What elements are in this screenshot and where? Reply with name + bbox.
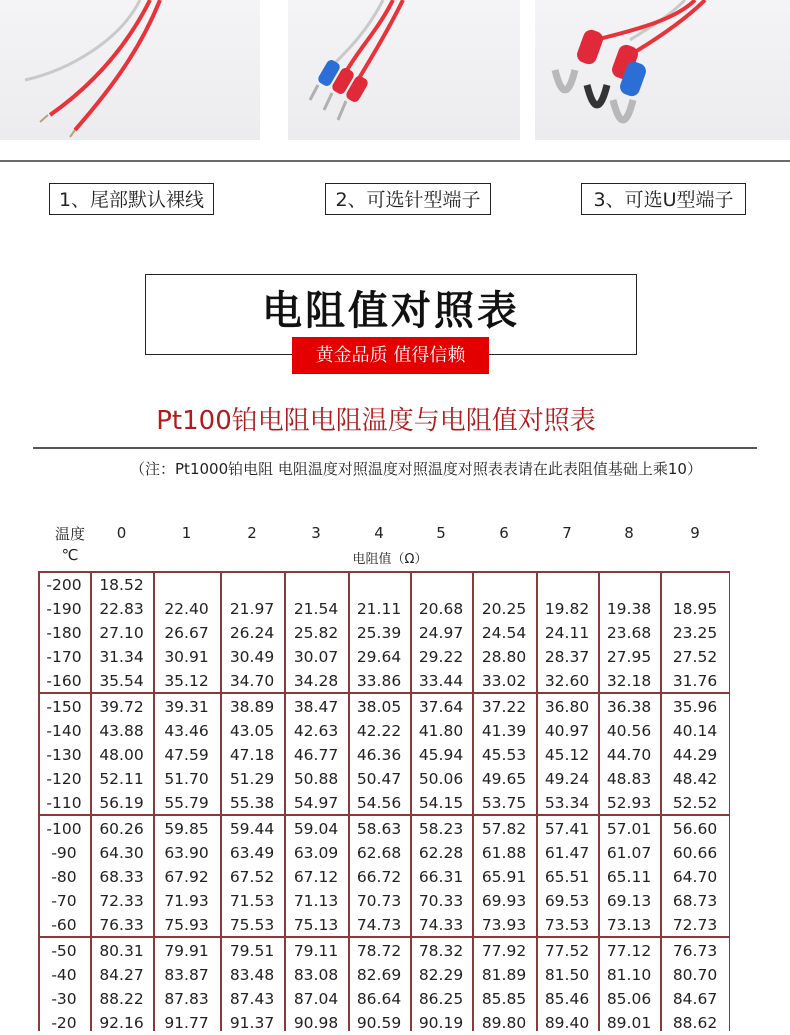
resistance-cell: 87.43 bbox=[229, 990, 275, 1009]
resistance-cell: 35.54 bbox=[99, 672, 144, 691]
digit-header: 8 bbox=[624, 524, 634, 542]
resistance-cell: 70.33 bbox=[418, 892, 464, 911]
resistance-cell: 44.70 bbox=[606, 746, 652, 765]
temperature-cell: -130 bbox=[46, 746, 82, 765]
resistance-cell: 46.36 bbox=[356, 746, 402, 765]
section-divider bbox=[0, 160, 790, 162]
resistance-cell: 90.98 bbox=[293, 1014, 339, 1033]
resistance-cell: 46.77 bbox=[293, 746, 339, 765]
resistance-cell: 67.92 bbox=[164, 868, 209, 887]
temperature-cell: -100 bbox=[46, 820, 82, 839]
resistance-cell: 81.89 bbox=[481, 966, 527, 985]
resistance-cell: 86.64 bbox=[356, 990, 402, 1009]
temperature-cell: -160 bbox=[46, 672, 82, 691]
resistance-cell: 26.24 bbox=[229, 624, 275, 643]
resistance-cell: 43.05 bbox=[229, 722, 275, 741]
resistance-cell: 90.19 bbox=[418, 1014, 464, 1033]
resistance-cell: 51.70 bbox=[164, 770, 209, 789]
table-title: Pt100铂电阻电阻温度与电阻值对照表 bbox=[156, 406, 596, 436]
resistance-cell: 29.64 bbox=[356, 648, 402, 667]
resistance-cell: 73.53 bbox=[544, 916, 590, 935]
resistance-cell: 83.08 bbox=[293, 966, 339, 985]
resistance-cell: 75.13 bbox=[293, 916, 339, 935]
resistance-cell: 20.68 bbox=[418, 600, 464, 619]
table-title-rule bbox=[33, 447, 757, 449]
resistance-cell: 57.41 bbox=[544, 820, 590, 839]
temperature-cell: -120 bbox=[46, 770, 82, 789]
resistance-cell: 50.06 bbox=[418, 770, 464, 789]
resistance-cell: 47.59 bbox=[164, 746, 209, 765]
resistance-cell: 56.60 bbox=[672, 820, 718, 839]
resistance-cell: 85.06 bbox=[606, 990, 652, 1009]
resistance-cell: 78.32 bbox=[418, 942, 464, 961]
resistance-cell: 72.33 bbox=[99, 892, 144, 911]
resistance-cell: 83.87 bbox=[164, 966, 209, 985]
resistance-cell: 89.80 bbox=[481, 1014, 527, 1033]
resistance-cell: 45.53 bbox=[481, 746, 527, 765]
resistance-cell: 77.92 bbox=[481, 942, 527, 961]
resistance-cell: 25.82 bbox=[293, 624, 339, 643]
resistance-cell: 24.97 bbox=[418, 624, 464, 643]
resistance-cell: 78.72 bbox=[356, 942, 402, 961]
digit-header: 5 bbox=[436, 524, 446, 542]
resistance-cell: 88.22 bbox=[99, 990, 144, 1009]
resistance-cell: 61.88 bbox=[481, 844, 527, 863]
resistance-cell: 42.22 bbox=[356, 722, 402, 741]
resistance-cell: 65.91 bbox=[481, 868, 527, 887]
resistance-cell: 23.68 bbox=[606, 624, 652, 643]
resistance-cell: 49.24 bbox=[544, 770, 590, 789]
resistance-cell: 55.38 bbox=[229, 794, 275, 813]
resistance-cell: 72.73 bbox=[672, 916, 718, 935]
resistance-cell: 71.13 bbox=[293, 892, 339, 911]
resistance-cell: 31.34 bbox=[99, 648, 144, 667]
resistance-cell: 79.51 bbox=[229, 942, 275, 961]
resistance-cell: 68.73 bbox=[672, 892, 718, 911]
resistance-cell: 75.53 bbox=[229, 916, 275, 935]
resistance-cell: 53.34 bbox=[544, 794, 590, 813]
digit-header: 7 bbox=[562, 524, 572, 542]
temp-unit-header: ℃ bbox=[61, 546, 79, 564]
resistance-cell: 45.94 bbox=[418, 746, 464, 765]
resistance-cell: 38.47 bbox=[293, 698, 339, 717]
resistance-cell: 79.91 bbox=[164, 942, 209, 961]
resistance-cell: 38.89 bbox=[229, 698, 275, 717]
resistance-cell: 64.70 bbox=[672, 868, 718, 887]
temperature-cell: -60 bbox=[51, 916, 77, 935]
resistance-cell: 41.80 bbox=[418, 722, 464, 741]
resistance-cell: 35.12 bbox=[164, 672, 209, 691]
resistance-cell: 67.12 bbox=[293, 868, 339, 887]
resistance-cell: 57.82 bbox=[481, 820, 527, 839]
resistance-cell: 43.46 bbox=[164, 722, 209, 741]
resistance-cell: 84.27 bbox=[99, 966, 144, 985]
resistance-cell: 81.10 bbox=[606, 966, 652, 985]
resistance-cell: 27.10 bbox=[99, 624, 144, 643]
digit-header: 2 bbox=[247, 524, 257, 542]
resistance-cell: 47.18 bbox=[229, 746, 275, 765]
product-photo-strip bbox=[0, 0, 790, 140]
resistance-cell: 30.07 bbox=[293, 648, 339, 667]
resistance-cell: 81.50 bbox=[544, 966, 590, 985]
temp-header: 温度 bbox=[54, 525, 85, 543]
temperature-cell: -140 bbox=[46, 722, 82, 741]
caption-u-terminal: 3、可选U型端子 bbox=[581, 183, 746, 215]
temperature-cell: -180 bbox=[46, 624, 82, 643]
resistance-cell: 59.85 bbox=[164, 820, 209, 839]
resistance-cell: 48.00 bbox=[99, 746, 144, 765]
resistance-cell: 73.93 bbox=[481, 916, 527, 935]
resistance-header: 电阻值（Ω） bbox=[352, 552, 428, 567]
resistance-cell: 91.37 bbox=[229, 1014, 275, 1033]
caption-bare-wire: 1、尾部默认裸线 bbox=[49, 183, 214, 215]
resistance-cell: 62.68 bbox=[356, 844, 402, 863]
resistance-cell: 19.82 bbox=[544, 600, 590, 619]
resistance-cell: 61.47 bbox=[544, 844, 590, 863]
resistance-cell: 20.25 bbox=[481, 600, 527, 619]
temperature-cell: -70 bbox=[51, 892, 77, 911]
u-terminal-photo bbox=[535, 0, 790, 140]
resistance-cell: 48.42 bbox=[672, 770, 718, 789]
resistance-cell: 60.26 bbox=[99, 820, 144, 839]
bare-wire-photo bbox=[0, 0, 260, 140]
resistance-cell: 28.37 bbox=[544, 648, 590, 667]
resistance-cell: 69.93 bbox=[481, 892, 527, 911]
temperature-cell: -20 bbox=[51, 1014, 77, 1033]
resistance-cell: 52.93 bbox=[606, 794, 652, 813]
resistance-cell: 40.56 bbox=[606, 722, 652, 741]
resistance-cell: 74.73 bbox=[356, 916, 402, 935]
resistance-cell: 89.40 bbox=[544, 1014, 590, 1033]
resistance-cell: 54.56 bbox=[356, 794, 402, 813]
resistance-cell: 69.13 bbox=[606, 892, 652, 911]
resistance-cell: 87.83 bbox=[164, 990, 209, 1009]
resistance-cell: 37.22 bbox=[481, 698, 527, 717]
resistance-cell: 55.79 bbox=[164, 794, 209, 813]
resistance-cell: 51.29 bbox=[229, 770, 275, 789]
resistance-cell: 87.04 bbox=[293, 990, 339, 1009]
resistance-cell: 37.64 bbox=[418, 698, 464, 717]
resistance-cell: 27.95 bbox=[606, 648, 652, 667]
digit-header: 4 bbox=[374, 524, 384, 542]
resistance-cell: 26.67 bbox=[164, 624, 209, 643]
resistance-cell: 69.53 bbox=[544, 892, 590, 911]
resistance-cell: 41.39 bbox=[481, 722, 527, 741]
temperature-cell: -80 bbox=[51, 868, 77, 887]
resistance-cell: 50.88 bbox=[293, 770, 339, 789]
resistance-cell: 85.85 bbox=[481, 990, 527, 1009]
resistance-cell: 71.53 bbox=[229, 892, 275, 911]
temperature-cell: -200 bbox=[46, 576, 82, 594]
resistance-cell: 92.16 bbox=[99, 1014, 144, 1033]
resistance-cell: 45.12 bbox=[544, 746, 590, 765]
resistance-cell: 58.63 bbox=[356, 820, 402, 839]
resistance-cell: 59.44 bbox=[229, 820, 275, 839]
digit-header: 1 bbox=[181, 524, 192, 542]
caption-pin-terminal: 2、可选针型端子 bbox=[325, 183, 491, 215]
resistance-cell: 82.29 bbox=[418, 966, 464, 985]
resistance-cell: 25.39 bbox=[356, 624, 402, 643]
resistance-cell: 29.22 bbox=[418, 648, 464, 667]
resistance-cell: 67.52 bbox=[229, 868, 275, 887]
resistance-cell: 90.59 bbox=[356, 1014, 402, 1033]
resistance-cell: 70.73 bbox=[356, 892, 402, 911]
resistance-cell: 85.46 bbox=[544, 990, 590, 1009]
resistance-cell: 91.77 bbox=[164, 1014, 209, 1033]
temperature-cell: -30 bbox=[51, 990, 77, 1009]
resistance-cell: 38.05 bbox=[356, 698, 402, 717]
resistance-cell: 77.52 bbox=[544, 942, 590, 961]
resistance-cell: 83.48 bbox=[229, 966, 275, 985]
resistance-cell: 36.80 bbox=[544, 698, 590, 717]
resistance-cell: 77.12 bbox=[606, 942, 652, 961]
resistance-cell: 86.25 bbox=[418, 990, 464, 1009]
resistance-cell: 63.49 bbox=[229, 844, 275, 863]
resistance-cell: 39.31 bbox=[164, 698, 209, 717]
digit-header: 6 bbox=[499, 524, 509, 542]
resistance-cell: 58.23 bbox=[418, 820, 464, 839]
resistance-cell: 73.13 bbox=[606, 916, 652, 935]
resistance-cell: 84.67 bbox=[672, 990, 718, 1009]
resistance-cell: 63.09 bbox=[293, 844, 339, 863]
resistance-cell: 80.70 bbox=[672, 966, 718, 985]
resistance-cell: 42.63 bbox=[293, 722, 339, 741]
resistance-cell: 49.65 bbox=[481, 770, 527, 789]
resistance-cell: 82.69 bbox=[356, 966, 402, 985]
resistance-cell: 62.28 bbox=[418, 844, 464, 863]
resistance-cell: 54.15 bbox=[418, 794, 464, 813]
resistance-cell: 74.33 bbox=[418, 916, 464, 935]
resistance-cell: 44.29 bbox=[672, 746, 718, 765]
resistance-cell: 21.54 bbox=[293, 600, 339, 619]
resistance-cell: 75.93 bbox=[164, 916, 209, 935]
temperature-cell: -190 bbox=[46, 600, 82, 619]
resistance-cell: 31.76 bbox=[672, 672, 718, 691]
resistance-cell: 32.18 bbox=[606, 672, 652, 691]
resistance-cell: 60.66 bbox=[672, 844, 718, 863]
pin-terminal-photo bbox=[288, 0, 520, 140]
resistance-cell: 88.62 bbox=[672, 1014, 718, 1033]
resistance-cell: 40.14 bbox=[672, 722, 718, 741]
resistance-table bbox=[38, 571, 730, 1033]
digit-header: 3 bbox=[311, 524, 321, 542]
table-note: （注：Pt1000铂电阻 电阻温度对照温度对照温度对照表表请在此表阻值基础上乘10） bbox=[130, 460, 702, 478]
resistance-cell: 76.73 bbox=[672, 942, 718, 961]
resistance-cell: 48.83 bbox=[606, 770, 652, 789]
resistance-cell: 66.72 bbox=[356, 868, 402, 887]
resistance-cell: 30.49 bbox=[229, 648, 275, 667]
resistance-cell: 18.95 bbox=[672, 600, 718, 619]
temperature-cell: -90 bbox=[51, 844, 77, 863]
resistance-cell: 79.11 bbox=[293, 942, 339, 961]
resistance-cell: 33.86 bbox=[356, 672, 402, 691]
resistance-cell: 36.38 bbox=[606, 698, 652, 717]
temperature-cell: -170 bbox=[46, 648, 82, 667]
resistance-cell: 71.93 bbox=[164, 892, 209, 911]
resistance-cell: 32.60 bbox=[544, 672, 590, 691]
resistance-cell: 68.33 bbox=[99, 868, 144, 887]
resistance-cell: 66.31 bbox=[418, 868, 464, 887]
resistance-cell: 19.38 bbox=[606, 600, 652, 619]
temperature-cell: -150 bbox=[46, 698, 82, 717]
resistance-cell: 56.19 bbox=[99, 794, 144, 813]
resistance-cell: 24.11 bbox=[544, 624, 590, 643]
resistance-cell: 30.91 bbox=[164, 648, 209, 667]
resistance-cell: 50.47 bbox=[356, 770, 402, 789]
resistance-cell: 39.72 bbox=[99, 698, 144, 717]
digit-header: 9 bbox=[690, 524, 700, 542]
resistance-cell: 65.51 bbox=[544, 868, 590, 887]
resistance-cell: 59.04 bbox=[293, 820, 339, 839]
resistance-cell: 52.11 bbox=[99, 770, 144, 789]
resistance-cell: 22.83 bbox=[99, 600, 144, 619]
resistance-cell: 89.01 bbox=[606, 1014, 652, 1033]
resistance-cell: 57.01 bbox=[606, 820, 652, 839]
resistance-cell: 35.96 bbox=[672, 698, 718, 717]
resistance-cell: 53.75 bbox=[481, 794, 527, 813]
resistance-cell: 80.31 bbox=[99, 942, 144, 961]
resistance-cell: 54.97 bbox=[293, 794, 339, 813]
resistance-cell: 40.97 bbox=[544, 722, 590, 741]
resistance-cell: 43.88 bbox=[99, 722, 144, 741]
resistance-cell: 18.52 bbox=[99, 576, 144, 594]
temperature-cell: -50 bbox=[51, 942, 77, 961]
resistance-cell: 34.28 bbox=[293, 672, 339, 691]
digit-header: 0 bbox=[116, 524, 127, 542]
temperature-cell: -40 bbox=[51, 966, 77, 985]
resistance-cell: 21.97 bbox=[229, 600, 275, 619]
resistance-cell: 28.80 bbox=[481, 648, 527, 667]
resistance-cell: 34.70 bbox=[229, 672, 275, 691]
resistance-cell: 33.44 bbox=[418, 672, 464, 691]
resistance-cell: 24.54 bbox=[481, 624, 527, 643]
resistance-cell: 63.90 bbox=[164, 844, 209, 863]
resistance-cell: 64.30 bbox=[99, 844, 144, 863]
resistance-cell: 23.25 bbox=[672, 624, 718, 643]
resistance-cell: 65.11 bbox=[606, 868, 652, 887]
resistance-cell: 21.11 bbox=[356, 600, 402, 619]
quality-badge: 黄金品质 值得信赖 bbox=[292, 337, 489, 374]
heading-title: 电阻值对照表 bbox=[262, 288, 520, 334]
resistance-cell: 27.52 bbox=[672, 648, 718, 667]
temperature-cell: -110 bbox=[46, 794, 82, 813]
resistance-cell: 76.33 bbox=[99, 916, 144, 935]
resistance-cell: 52.52 bbox=[672, 794, 718, 813]
resistance-cell: 61.07 bbox=[606, 844, 652, 863]
resistance-cell: 33.02 bbox=[481, 672, 527, 691]
resistance-cell: 22.40 bbox=[164, 600, 209, 619]
